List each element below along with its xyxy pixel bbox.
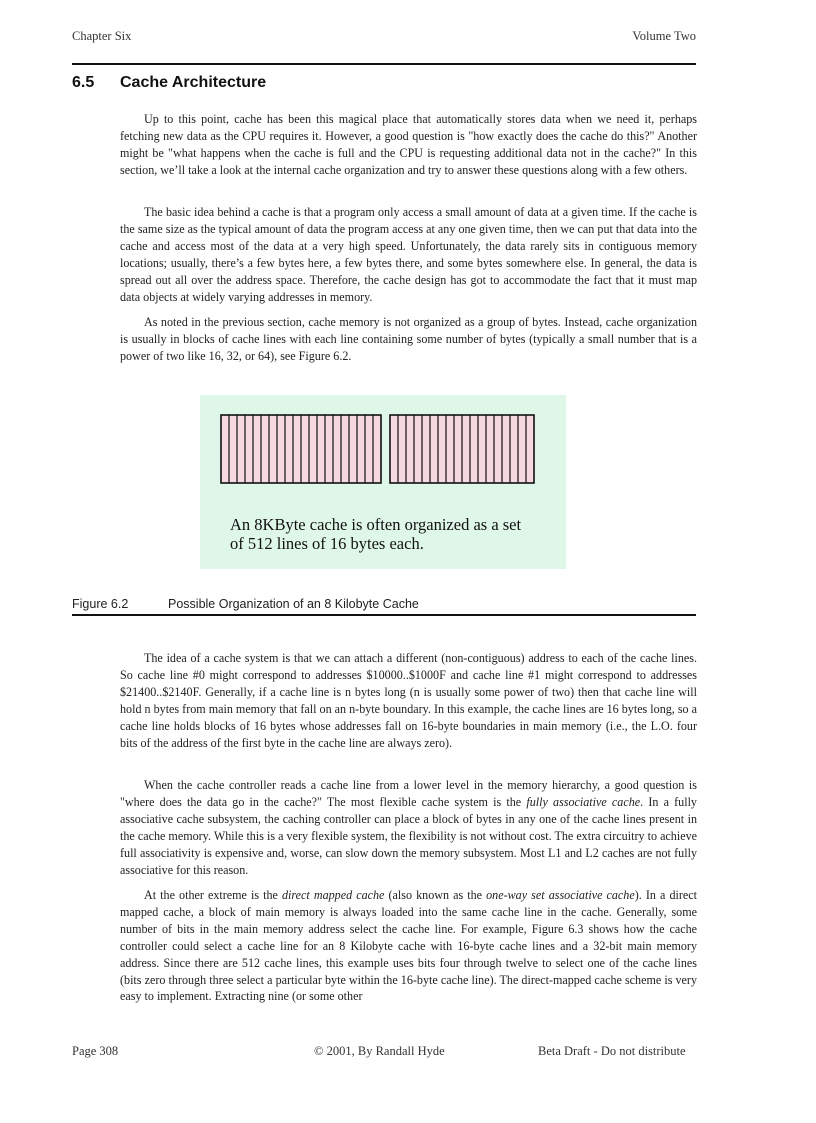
running-header-chapter: Chapter Six <box>72 29 132 43</box>
paragraph-5-text-b: . In a fully associative cache subsystem, the caching controller can place a block of bytes in any one of the cache lines present in the cache memory. While this is a very flexible system, the flexibility is not without cost. The extra circuitry to achieve full associativity is expensive and, worse, can slow down the memory subsystem. Most L1 and L2 caches are not fully associative for this reason. <box>120 794 697 877</box>
section-heading <box>72 74 266 92</box>
paragraph-3: As noted in the previous section, cache memory is not organized as a group of bytes. Instead, cache organization is usually in blocks of cache lines with each line containing some number of bytes (typically a small number that is a power of two like 16, 32, or 64), see Figure 6.2. <box>120 315 697 363</box>
section-number: 6.5 <box>72 74 95 91</box>
paragraph-6 <box>120 887 697 1005</box>
paragraph-6-text-a: At the other extreme is the <box>144 888 282 902</box>
paragraph-6-text-b: (also known as the <box>384 888 487 902</box>
paragraph-2: The basic idea behind a cache is that a program only access a small amount of data at a given time. If the cache is the same size as the typical amount of data the program access at any one given time, then we can put that data into the cache and access most of the data at a very high speed. Unfortunately, the data rarely sits in contiguous memory locations; usually, there’s a few bytes here, a few bytes there, and some bytes somewhere else. In general, the data is spread out all over the address space. Therefore, the cache design has got to accommodate the fact that it must map data objects at widely varying addresses in memory. <box>120 205 697 304</box>
cache-organization-figure <box>200 395 566 569</box>
paragraph-5 <box>120 777 697 878</box>
section-title: Cache Architecture <box>120 74 267 91</box>
footer-page-number: Page 308 <box>72 1044 119 1058</box>
term-one-way-set-associative-cache: one-way set associative cache <box>486 888 635 902</box>
figure-description <box>230 515 550 553</box>
term-direct-mapped-cache: direct mapped cache <box>282 888 385 902</box>
figure-caption-number: Figure 6.2 <box>72 597 129 611</box>
paragraph-4: The idea of a cache system is that we can attach a different (non-contiguous) address to each of the cache lines. So cache line #0 might correspond to addresses $10000..$1000F and cache line #1 might correspond to addresses $21400..$2140F. Generally, if a cache line is n bytes long (n is usually some power of two) then that cache line will hold n bytes from main memory that fall on an n-byte boundary. In this example, the cache lines are 16 bytes long, so a cache line holds blocks of 16 bytes whose addresses fall on 16-byte boundaries in main memory (i.e., the L.O. four bits of the address of the first byte in the cache line are always zero). <box>120 651 697 750</box>
paragraph-6-text-c: ). In a direct mapped cache, a block of main memory is always loaded into the same cache line in the cache. Generally, some number of bits in the main memory address select the cache line. For example, Figure 6.3 shows how the cache controller could select a cache line for an 8 Kilobyte cache with 16-byte cache lines and a 32-bit main memory address. Since there are 512 cache lines, this example uses bits four through twelve to select one of the cache lines (bits zero through three select a particular byte within the 16-byte cache line). The direct-mapped cache scheme is very easy to implement. Extracting nine (or some other <box>120 888 697 1004</box>
caption-rule <box>72 614 696 616</box>
figure-text-line-2: of 512 lines of 16 bytes each. <box>230 534 424 553</box>
cache-bank-left <box>221 415 381 483</box>
paragraph-5-text-a: When the cache controller reads a cache line from a lower level in the memory hierarchy, a good question is "where does the data go in the cache?" The most flexible cache system is the <box>120 778 697 809</box>
paragraph-1: Up to this point, cache has been this magical place that automatically stores data when we need it, perhaps fetching new data as the CPU requires it. However, a good question is "how exactly does the cache do this?" Another might be "what happens when the cache is full and the CPU is requesting additional data not in the cache?" In this section, we’ll take a look at the internal cache organization and try to answer these questions along with a few others. <box>120 112 697 177</box>
figure-caption-title: Possible Organization of an 8 Kilobyte Cache <box>168 597 419 611</box>
footer-status: Beta Draft - Do not distribute <box>538 1044 686 1058</box>
figure-text-line-1: An 8KByte cache is often organized as a set <box>230 515 522 534</box>
cache-bank-right <box>390 415 534 483</box>
footer-copyright: © 2001, By Randall Hyde <box>314 1044 445 1058</box>
running-header-volume: Volume Two <box>632 29 696 43</box>
header-rule <box>72 63 696 65</box>
term-fully-associative-cache: fully associative cache <box>526 794 641 809</box>
